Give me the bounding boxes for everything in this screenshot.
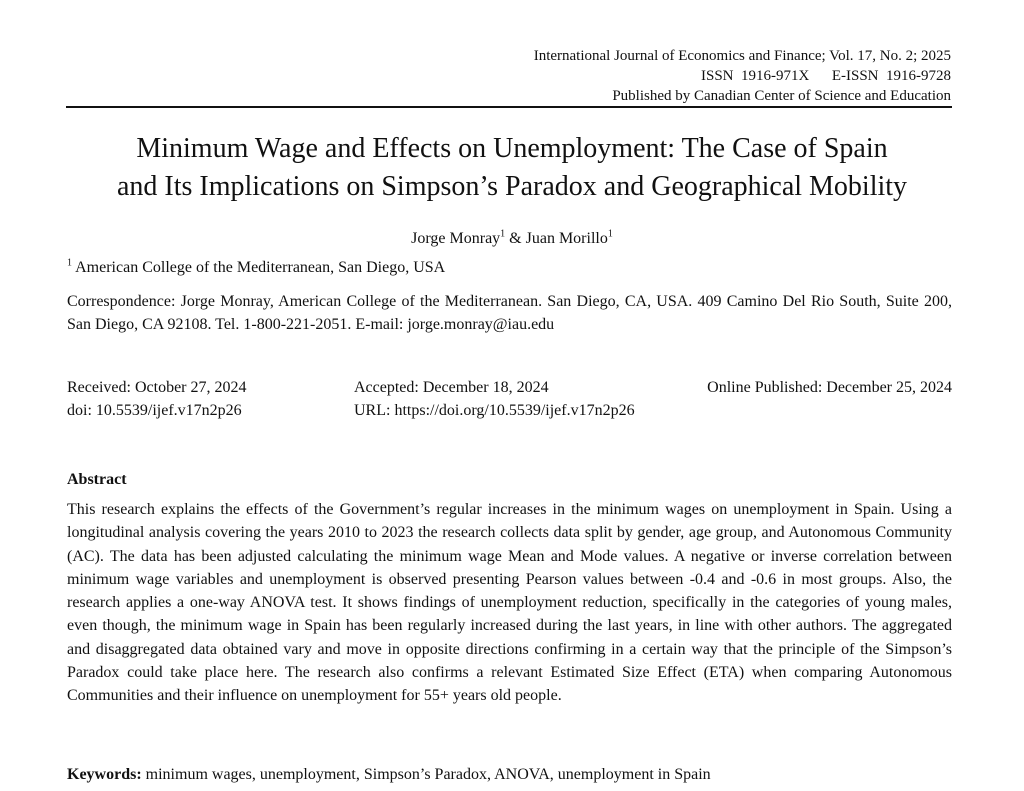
author-affiliation-mark: 1 — [607, 228, 613, 240]
keywords-label: Keywords: — [67, 766, 142, 783]
received-date: Received: October 27, 2024 — [67, 379, 247, 396]
header-rule — [66, 106, 952, 108]
online-published-date: Online Published: December 25, 2024 — [707, 379, 952, 396]
affiliation-text: American College of the Mediterranean, San Diego, USA — [72, 259, 446, 276]
keywords-text: minimum wages, unemployment, Simpson’s Paradox, ANOVA, unemployment in Spain — [141, 766, 711, 783]
affiliation-mark: 1 — [67, 257, 72, 269]
author-separator: & — [505, 230, 526, 247]
title-line-2: and Its Implications on Simpson’s Paradox and Geographical Mobility — [116, 171, 908, 202]
journal-line: International Journal of Economics and Finance; Vol. 17, No. 2; 2025 — [533, 48, 951, 64]
affiliation — [67, 258, 445, 278]
doi-url-link[interactable]: URL: https://doi.org/10.5539/ijef.v17n2p26 — [354, 402, 635, 419]
publication-dates — [67, 376, 952, 422]
author-list — [0, 229, 1024, 249]
title-line-1: Minimum Wage and Effects on Unemployment: The Case of Spain — [136, 133, 888, 164]
accepted-date: Accepted: December 18, 2024 — [354, 379, 549, 396]
abstract-text: This research explains the effects of the Government’s regular increases in the minimum wages on unemployment in Spain. Using a longitudinal analysis covering the years 2010 to 2023 the research collects data split by gender, age group, and Autonomous Community (AC). The data has been adjusted calculating the minimum wage Mean and Mode values. A negative or inverse correlation between minimum wage variables and unemployment is observed presenting Pearson values between -0.4 and -0.6 in most groups. Also, the research applies a one-way ANOVA test. It shows findings of unemployment reduction, specifically in the categories of young males, even though, the minimum wage in Spain has been regularly increased during the last years, in line with other authors. The aggregated and disaggregated data obtained vary and move in opposite directions confirming in a certain way that the principle of the Simpson’s Paradox could take place here. The research also confirms a relevant Estimated Size Effect (ETA) when comparing Autonomous Communities and their influence on unemployment for 55+ years old people. — [67, 501, 952, 705]
author-name: Juan Morillo — [525, 230, 608, 247]
abstract-heading: Abstract — [67, 471, 127, 488]
paper-title — [40, 130, 984, 206]
correspondence: Correspondence: Jorge Monray, American College of the Mediterranean. San Diego, CA, USA. 409 Camino Del Rio South, Suite 200, San Diego, CA 92108. Tel. 1-800-221-2051. E-mail: jorge.monray@iau.edu — [67, 293, 952, 333]
author-name: Jorge Monray — [411, 230, 501, 247]
author-affiliation-mark: 1 — [500, 228, 506, 240]
keywords — [67, 765, 711, 785]
doi-text: doi: 10.5539/ijef.v17n2p26 — [67, 402, 242, 419]
journal-header — [534, 46, 951, 106]
issn-line: ISSN 1916-971X E-ISSN 1916-9728 — [700, 68, 951, 84]
publisher-line: Published by Canadian Center of Science and Education — [612, 88, 951, 104]
